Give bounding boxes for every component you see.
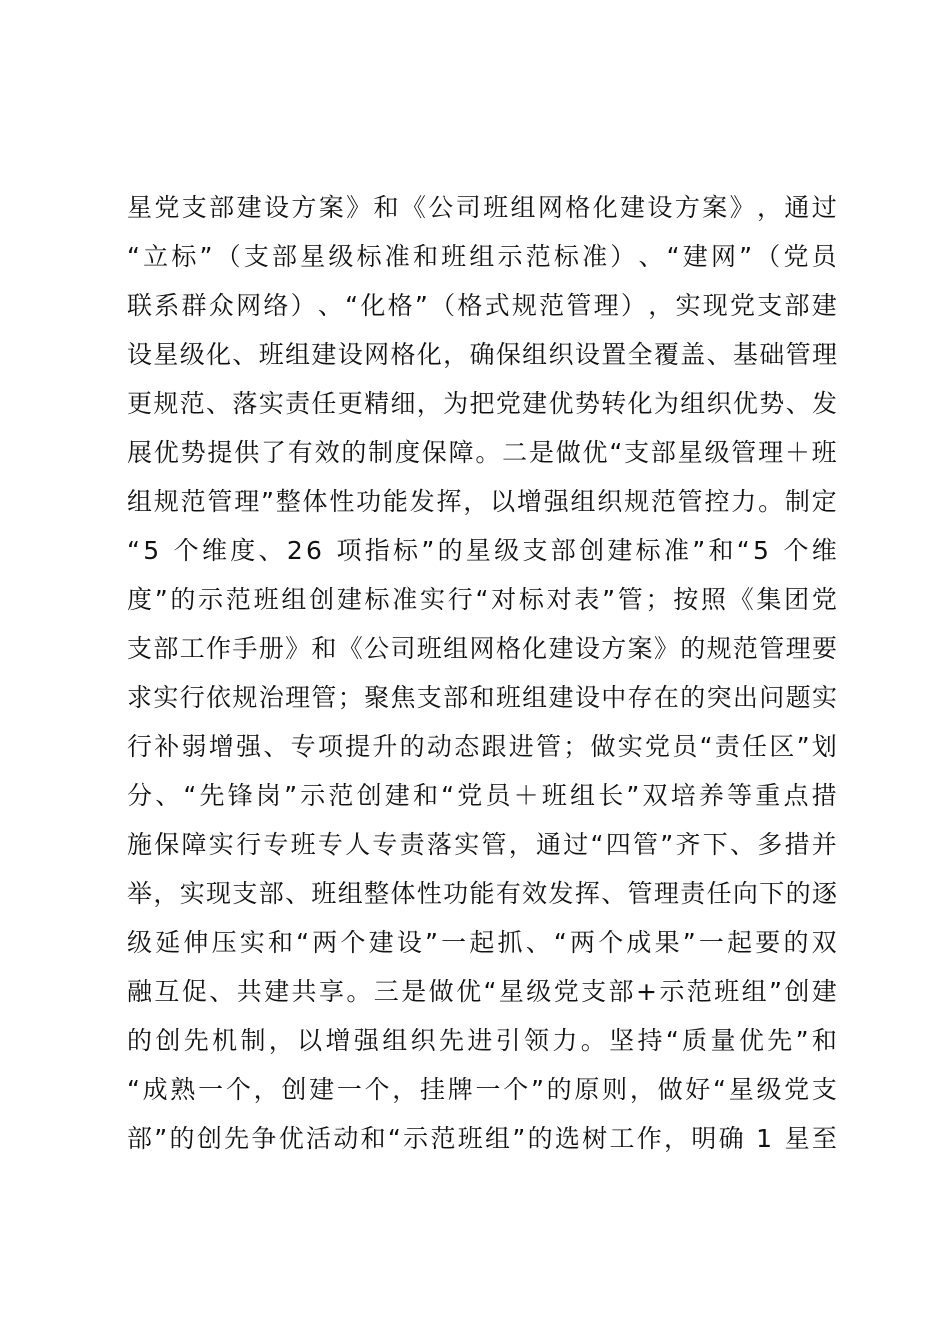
body-paragraph [127, 183, 837, 1163]
text-line: “ 成 熟 一 个 ， 创 建 一 个 ， 挂 牌 一 个 ” 的 原 则 ， 做 好 “ 星 级 党 支 [127, 1075, 837, 1104]
text-line: 分 、 “ 先 锋 岗 ” 示 范 创 建 和 “ 党 员 ＋ 班 组 长 ” 双 培 养 等 重 点 措 [127, 781, 837, 810]
text-line: “ 5 个 维 度 、 2 6 项 指 标 ” 的 星 级 支 部 创 建 标 准 ” 和 “ 5 个 维 [127, 536, 837, 565]
text-line: 的 创 先 机 制 ， 以 增 强 组 织 先 进 引 领 力 。 坚 持 “ 质 量 优 先 ” 和 [127, 1026, 837, 1055]
text-line: 设 星 级 化 、 班 组 建 设 网 格 化 ， 确 保 组 织 设 置 全 覆 盖 、 基 础 管 理 [127, 340, 837, 369]
text-line: 联 系 群 众 网 络 ） 、 “ 化 格 ” （ 格 式 规 范 管 理 ） ， 实 现 党 支 部 建 [127, 291, 837, 320]
text-line: 组 规 范 管 理 ” 整 体 性 功 能 发 挥 ， 以 增 强 组 织 规 范 管 控 力 。 制 定 [127, 487, 837, 516]
text-line: 展 优 势 提 供 了 有 效 的 制 度 保 障 。 二 是 做 优 “ 支 部 星 级 管 理 ＋ 班 [127, 438, 837, 467]
text-line: 星 党 支 部 建 设 方 案 》 和 《 公 司 班 组 网 格 化 建 设 方 案 》 ， 通 过 [127, 193, 837, 222]
text-line: 更 规 范 、 落 实 责 任 更 精 细 ， 为 把 党 建 优 势 转 化 为 组 织 优 势 、 发 [127, 389, 837, 418]
text-line: 级 延 伸 压 实 和 “ 两 个 建 设 ” 一 起 抓 、 “ 两 个 成 果 ” 一 起 要 的 双 [127, 928, 837, 957]
text-line: 举 ， 实 现 支 部 、 班 组 整 体 性 功 能 有 效 发 挥 、 管 理 责 任 向 下 的 逐 [127, 879, 837, 908]
text-line: 求 实 行 依 规 治 理 管 ； 聚 焦 支 部 和 班 组 建 设 中 存 在 的 突 出 问 题 实 [127, 683, 837, 712]
text-line: 施 保 障 实 行 专 班 专 人 专 责 落 实 管 ， 通 过 “ 四 管 ” 齐 下 、 多 措 并 [127, 830, 837, 859]
text-line: 度 ” 的 示 范 班 组 创 建 标 准 实 行 “ 对 标 对 表 ” 管 ； 按 照 《 集 团 党 [127, 585, 837, 614]
text-line: 融 互 促 、 共 建 共 享 。 三 是 做 优 “ 星 级 党 支 部 + 示 范 班 组 ” 创 建 [127, 977, 837, 1006]
text-line: 部 ” 的 创 先 争 优 活 动 和 “ 示 范 班 组 ” 的 选 树 工 作 ， 明 确 1 星 至 [127, 1124, 837, 1153]
text-line: 支 部 工 作 手 册 》 和 《 公 司 班 组 网 格 化 建 设 方 案 》 的 规 范 管 理 要 [127, 634, 837, 663]
text-line: 行 补 弱 增 强 、 专 项 提 升 的 动 态 跟 进 管 ； 做 实 党 员 “ 责 任 区 ” 划 [127, 732, 837, 761]
text-line: “ 立 标 ” （ 支 部 星 级 标 准 和 班 组 示 范 标 准 ） 、 “ 建 网 ” （ 党 员 [127, 242, 837, 271]
